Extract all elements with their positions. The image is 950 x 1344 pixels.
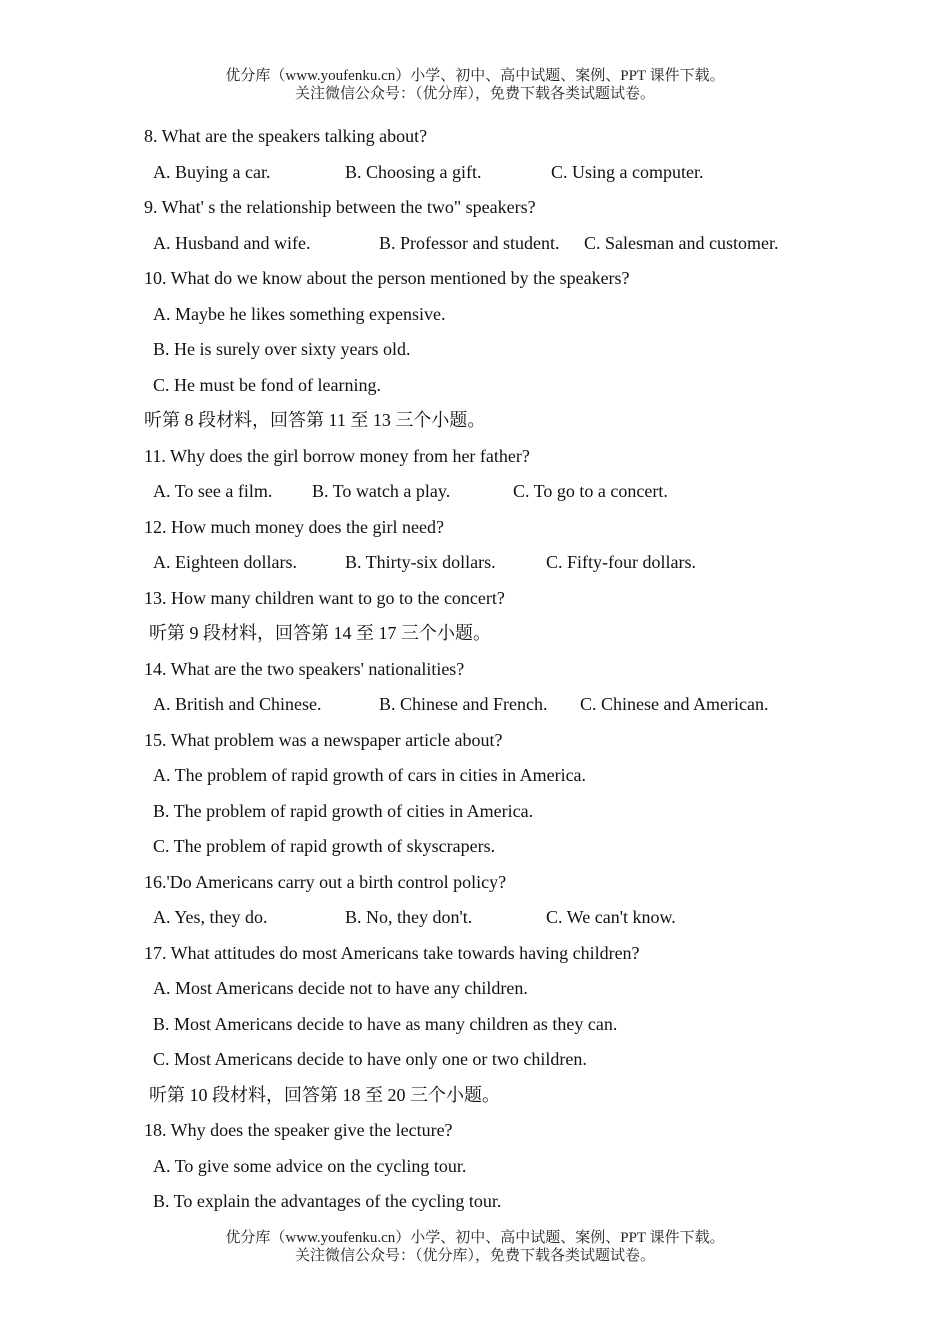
question-11-options [0,474,950,510]
option-a: A. To give some advice on the cycling tour. [153,1155,467,1176]
option-a: A. Eighteen dollars. [153,552,297,572]
option-a: A. The problem of rapid growth of cars in cities in America. [153,765,587,785]
option-b: B. Most Americans decide to have as many children as they can. [153,1013,618,1034]
question-16: 16.'Do Americans carry out a birth control policy? [144,871,507,892]
header-line-2: 关注微信公众号：（优分库），免费下载各类试题试卷。 [294,86,655,102]
question-11: 11. Why does the girl borrow money from her father? [144,445,530,466]
question-15: 15. What problem was a newspaper article about? [144,729,503,750]
question-12-options [0,545,950,581]
footer-line-1: 优分库（www.youfenku.cn）小学、初中、高中试题、案例、PPT 课件下载。 [225,1230,725,1246]
question-14: 14. What are the two speakers' nationalities? [144,658,465,679]
page-footer [0,1229,950,1265]
option-a: A. Yes, they do. [153,907,268,927]
question-12: 12. How much money does the girl need? [144,516,444,537]
option-c: C. Fifty-four dollars. [546,552,696,572]
question-16-options [0,900,950,936]
question-18: 18. Why does the speaker give the lecture? [144,1120,453,1140]
option-a: A. Maybe he likes something expensive. [153,303,446,324]
option-a: A. Most Americans decide not to have any children. [153,978,528,998]
option-b: B. No, they don't. [345,907,473,927]
option-a: A. British and Chinese. [153,694,322,714]
question-8-options [0,155,950,191]
option-c: C. Chinese and American. [580,694,769,714]
question-13: 13. How many children want to go to the concert? [144,587,505,608]
question-10: 10. What do we know about the person mentioned by the speakers? [144,268,630,288]
option-c: C. Most Americans decide to have only one or two children. [153,1049,587,1069]
option-a: A. Buying a car. [153,161,271,182]
option-b: B. He is surely over sixty years old. [153,339,411,359]
section-8-instruction: 听第 8 段材料，回答第 11 至 13 三个小题。 [144,410,486,430]
option-b: B. Thirty-six dollars. [345,552,496,572]
option-b: B. To watch a play. [312,481,451,501]
question-list [0,119,950,1220]
header-line-1: 优分库（www.youfenku.cn）小学、初中、高中试题、案例、PPT 课件下载。 [225,68,725,84]
footer-line-2: 关注微信公众号：（优分库），免费下载各类试题试卷。 [294,1248,655,1264]
option-a: A. To see a film. [153,481,273,501]
section-10-instruction: 听第 10 段材料，回答第 18 至 20 三个小题。 [149,1084,500,1105]
question-8: 8. What are the speakers talking about? [144,126,428,146]
option-b: B. Choosing a gift. [345,161,482,182]
option-c: C. He must be fond of learning. [153,374,381,395]
option-c: C. Using a computer. [551,161,704,182]
section-9-instruction: 听第 9 段材料，回答第 14 至 17 三个小题。 [149,623,491,643]
option-c: C. To go to a concert. [513,481,668,501]
option-c: C. We can't know. [546,907,676,927]
option-c: C. Salesman and customer. [584,232,779,253]
option-b: B. To explain the advantages of the cycling tour. [153,1191,502,1211]
option-b: B. Professor and student. [379,232,560,253]
option-a: A. Husband and wife. [153,232,311,253]
question-9: 9. What' s the relationship between the two" speakers? [144,197,536,217]
question-14-options [0,687,950,723]
option-b: B. The problem of rapid growth of cities in America. [153,800,534,821]
question-9-options [0,226,950,262]
option-c: C. The problem of rapid growth of skyscrapers. [153,836,496,856]
option-b: B. Chinese and French. [379,694,548,714]
question-17: 17. What attitudes do most Americans take towards having children? [144,942,640,963]
page-header [0,67,950,103]
